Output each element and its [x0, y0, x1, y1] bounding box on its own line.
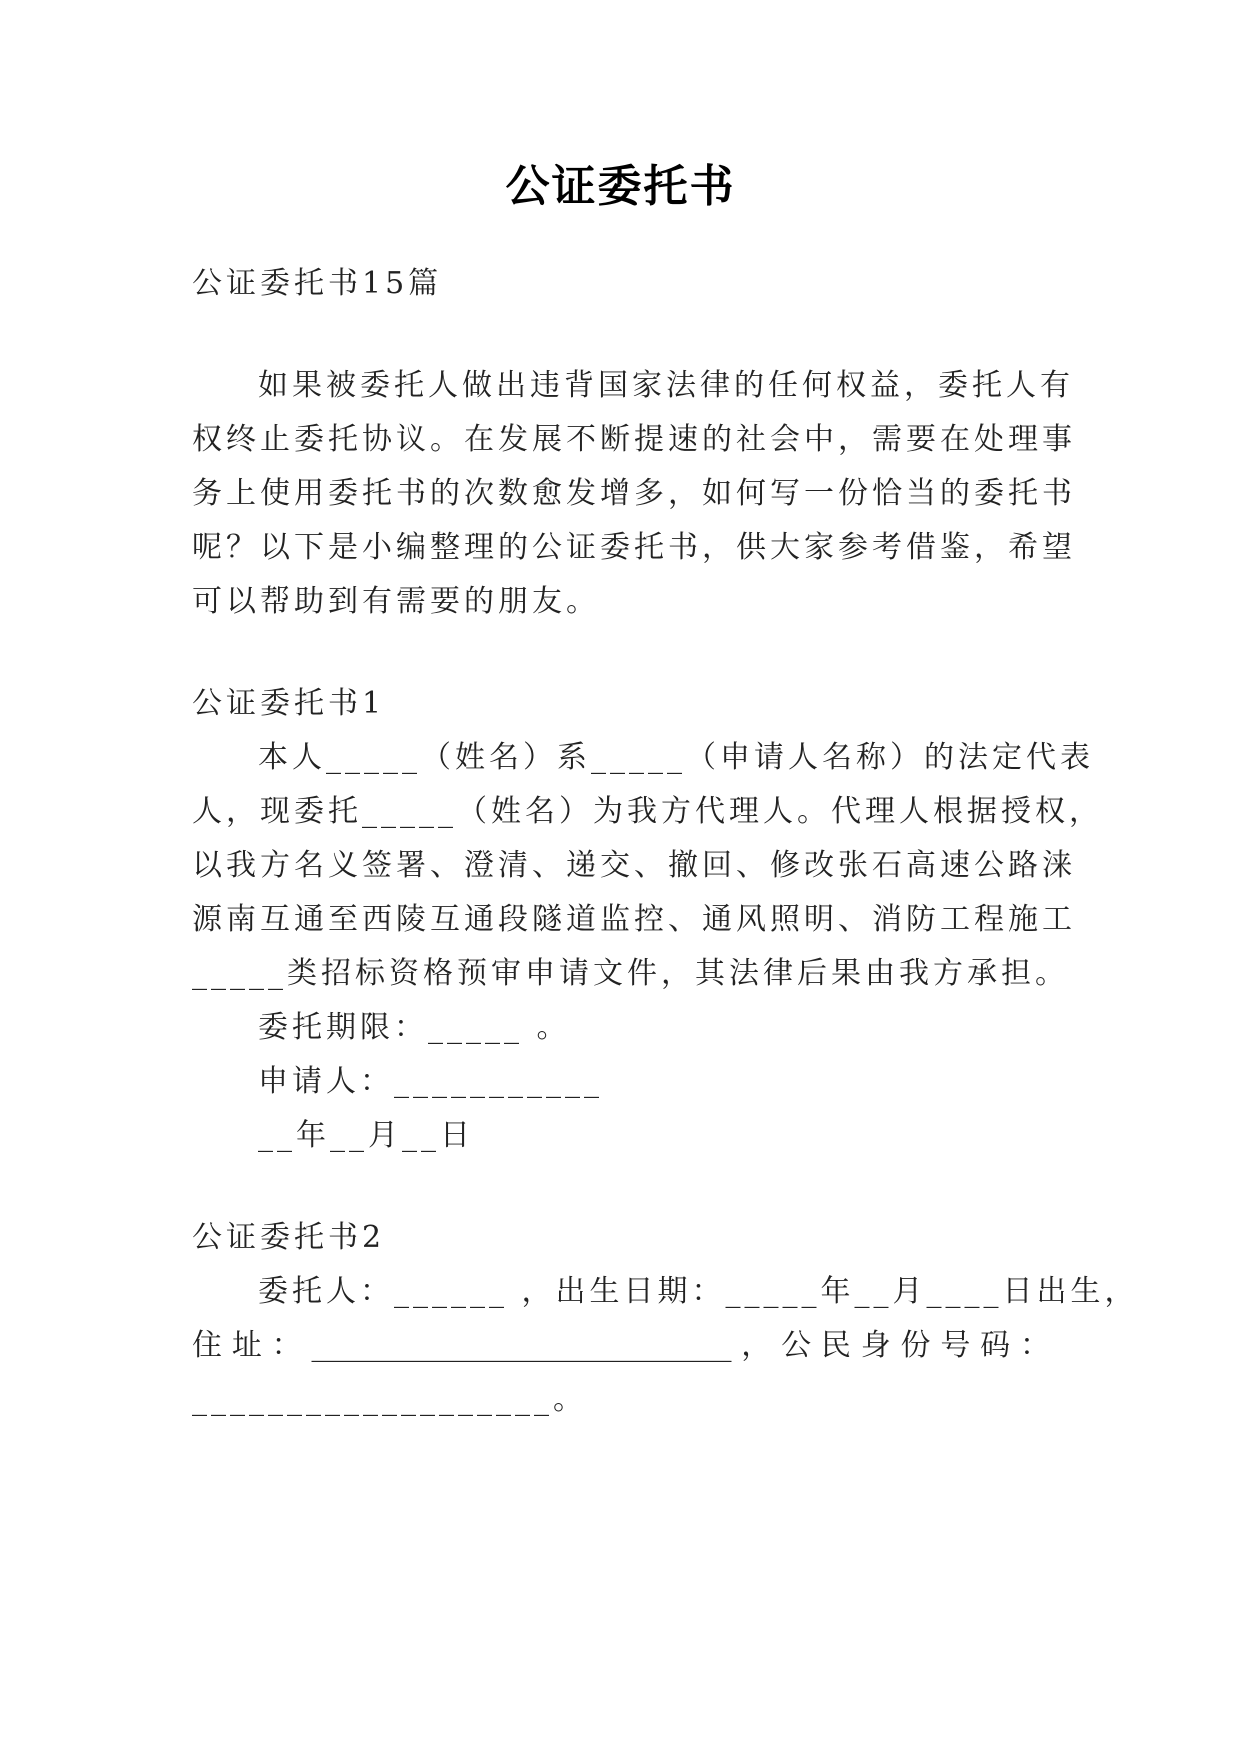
section1-line-4: 源南互通至西陵互通段隧道监控、通风照明、消防工程施工: [192, 902, 1076, 937]
section1-line-3: 以我方名义签署、澄清、递交、撤回、修改张石高速公路涞: [192, 848, 1076, 883]
section1-term: 委托期限：_____ 。: [258, 1010, 571, 1045]
section1-date: __年__月__日: [258, 1118, 474, 1153]
section1-line-1: 本人_____（姓名）系_____（申请人名称）的法定代表: [258, 740, 1094, 775]
intro-line-4: 呢？以下是小编整理的公证委托书，供大家参考借鉴，希望: [192, 530, 1076, 565]
section2-line-2: 住址：____________________________，公民身份号码：: [192, 1328, 1050, 1363]
intro-line-5: 可以帮助到有需要的朋友。: [192, 584, 600, 619]
section2-line-1: 委托人：______ ，出生日期：_____年__月____日出生，: [258, 1274, 1139, 1309]
section1-line-5: _____类招标资格预审申请文件，其法律后果由我方承担。: [192, 956, 1069, 991]
intro-line-2: 权终止委托协议。在发展不断提速的社会中，需要在处理事: [192, 422, 1076, 457]
section2-line-3: ___________________。: [192, 1382, 587, 1417]
document-subtitle: 公证委托书15篇: [192, 266, 443, 301]
intro-line-3: 务上使用委托书的次数愈发增多，如何写一份恰当的委托书: [192, 476, 1076, 511]
section1-applicant: 申请人：___________: [258, 1064, 603, 1099]
section1-heading: 公证委托书1: [192, 686, 386, 721]
section2-heading: 公证委托书2: [192, 1220, 386, 1255]
intro-line-1: 如果被委托人做出违背国家法律的任何权益，委托人有: [258, 368, 1074, 403]
document-title: 公证委托书: [505, 161, 736, 212]
section1-line-2: 人，现委托_____（姓名）为我方代理人。代理人根据授权，: [192, 794, 1103, 829]
